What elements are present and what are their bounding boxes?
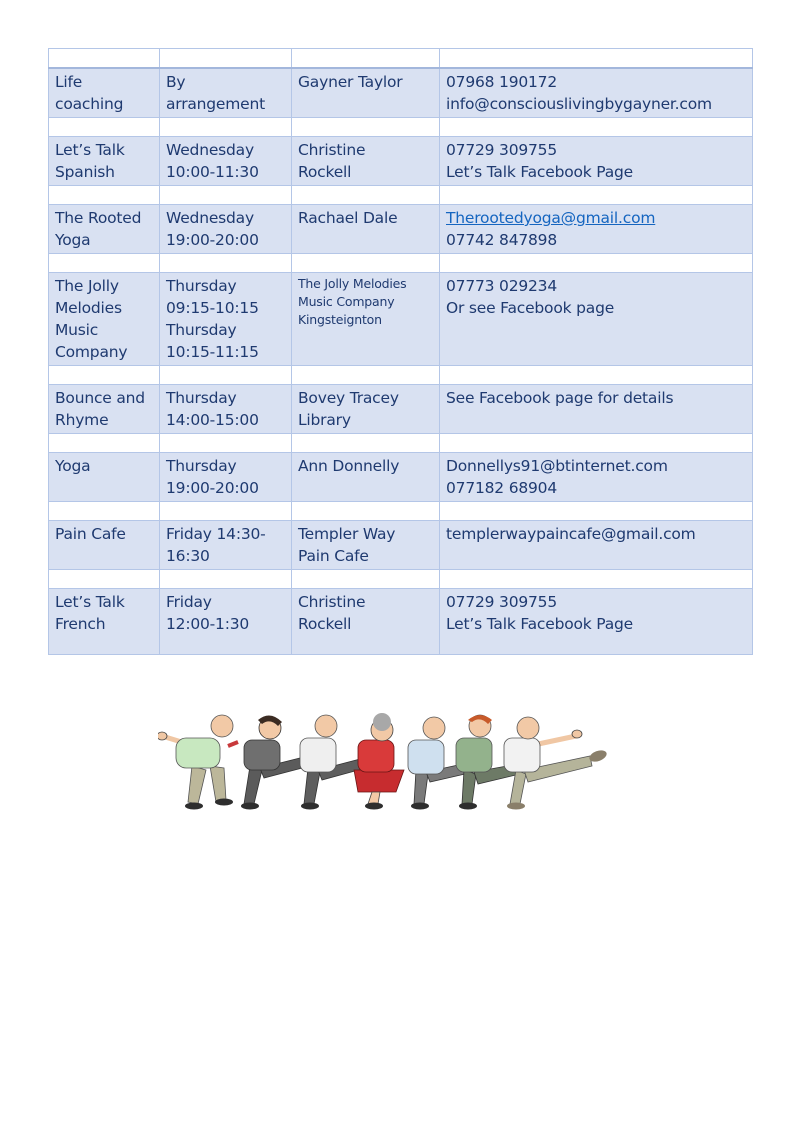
time-cell: Thursday 14:00-15:00	[160, 385, 292, 434]
spacer-row	[49, 49, 753, 69]
organiser-cell: Bovey Tracey Library	[292, 385, 440, 434]
spacer-row	[49, 254, 753, 273]
time-cell: By arrangement	[160, 68, 292, 118]
organiser-cell: The Jolly Melodies Music Company Kingsteignton	[292, 273, 440, 366]
contact-cell: templerwaypaincafe@gmail.com	[440, 521, 753, 570]
time-cell: Friday 14:30- 16:30	[160, 521, 292, 570]
activity-cell: The Rooted Yoga	[49, 205, 160, 254]
table-row	[49, 453, 753, 502]
time-cell: Wednesday 10:00-11:30	[160, 137, 292, 186]
table-row	[49, 137, 753, 186]
organiser-cell: Christine Rockell	[292, 589, 440, 655]
activity-schedule-table	[48, 48, 753, 655]
contact-cell: 07773 029234 Or see Facebook page	[440, 273, 753, 366]
dancing-seniors-icon	[158, 712, 614, 818]
organiser-cell: Ann Donnelly	[292, 453, 440, 502]
table-row	[49, 273, 753, 366]
spacer-row	[49, 502, 753, 521]
spacer-row	[49, 366, 753, 385]
table-row	[49, 385, 753, 434]
time-cell: Friday 12:00-1:30	[160, 589, 292, 655]
spacer-row	[49, 118, 753, 137]
time-cell: Wednesday 19:00-20:00	[160, 205, 292, 254]
contact-cell: See Facebook page for details	[440, 385, 753, 434]
contact-cell: 07729 309755 Let’s Talk Facebook Page	[440, 137, 753, 186]
time-cell: Thursday 09:15-10:15 Thursday 10:15-11:15	[160, 273, 292, 366]
activity-cell: Bounce and Rhyme	[49, 385, 160, 434]
spacer-row	[49, 570, 753, 589]
activity-cell: Yoga	[49, 453, 160, 502]
organiser-cell: Christine Rockell	[292, 137, 440, 186]
activity-cell: The Jolly Melodies Music Company	[49, 273, 160, 366]
table-row	[49, 68, 753, 118]
spacer-row	[49, 434, 753, 453]
contact-cell: Therootedyoga@gmail.com 07742 847898	[440, 205, 753, 254]
email-link[interactable]: Therootedyoga@gmail.com	[446, 209, 656, 227]
table-row	[49, 521, 753, 570]
activity-cell: Life coaching	[49, 68, 160, 118]
contact-cell: 07968 190172 info@consciouslivingbygayner.com	[440, 68, 753, 118]
organiser-cell: Rachael Dale	[292, 205, 440, 254]
contact-cell: Donnellys91@btinternet.com 077182 68904	[440, 453, 753, 502]
spacer-row	[49, 186, 753, 205]
activity-cell: Pain Cafe	[49, 521, 160, 570]
organiser-cell: Gayner Taylor	[292, 68, 440, 118]
contact-cell: 07729 309755 Let’s Talk Facebook Page	[440, 589, 753, 655]
activity-cell: Let’s Talk Spanish	[49, 137, 160, 186]
time-cell: Thursday 19:00-20:00	[160, 453, 292, 502]
activity-cell: Let’s Talk French	[49, 589, 160, 655]
table-row	[49, 205, 753, 254]
table-row	[49, 589, 753, 655]
organiser-cell: Templer Way Pain Cafe	[292, 521, 440, 570]
